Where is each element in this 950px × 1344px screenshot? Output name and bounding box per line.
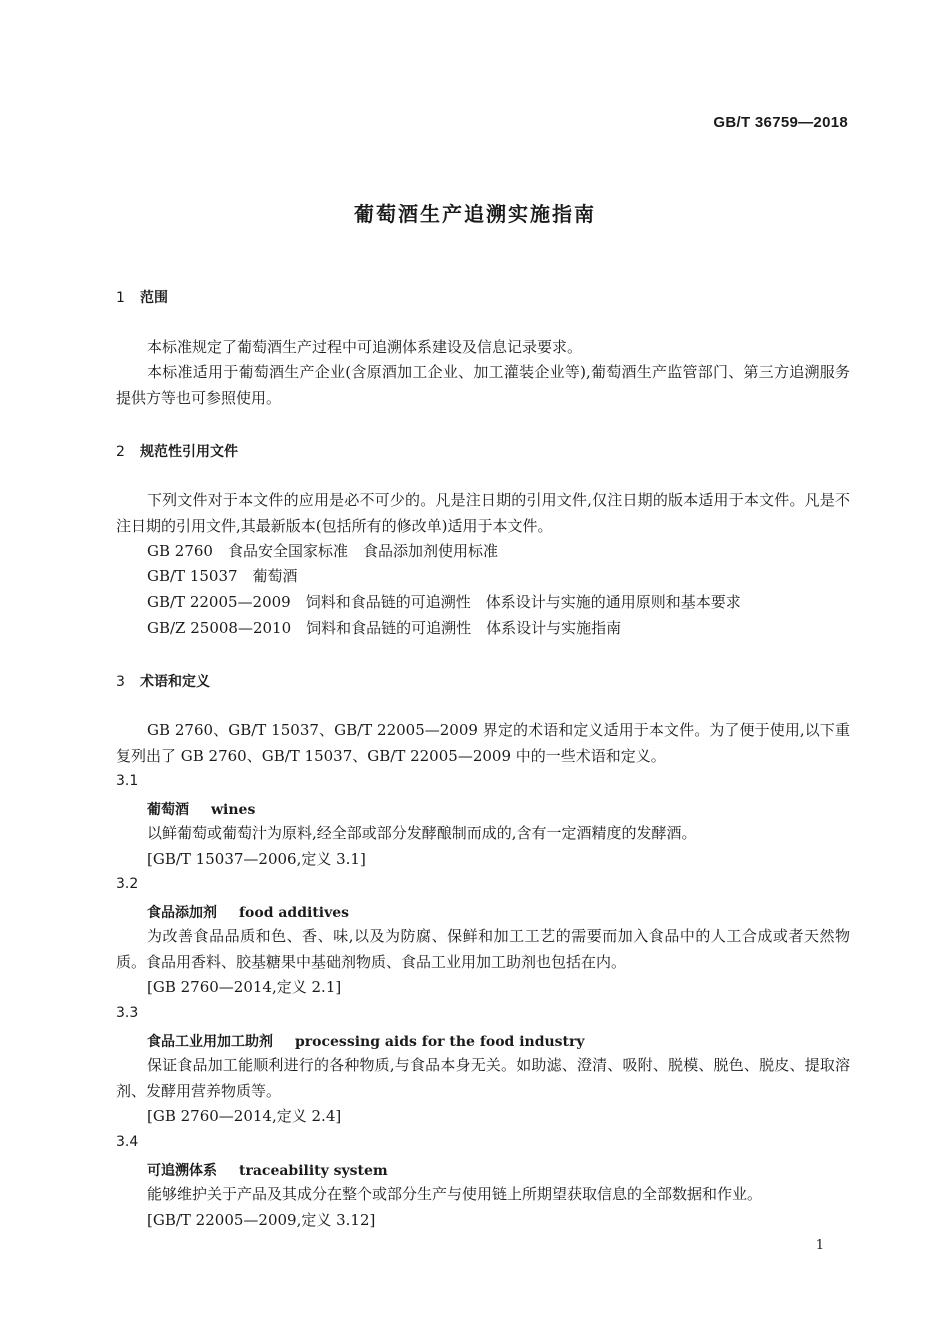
term-en: food additives (239, 905, 350, 921)
term-definition: 能够维护关于产品及其成分在整个或部分生产与使用链上所期望获取信息的全部数据和作业。 (147, 1185, 763, 1203)
reference-item: GB/Z 25008—2010 饲料和食品链的可追溯性 体系设计与实施指南 (147, 619, 622, 637)
paragraph: 本标准规定了葡萄酒生产过程中可追溯体系建设及信息记录要求。 (147, 338, 583, 356)
standard-code: GB/T 36759—2018 (713, 114, 848, 131)
term-en: traceability system (239, 1163, 388, 1179)
term-en: processing aids for the food industry (295, 1034, 585, 1050)
paragraph: 下列文件对于本文件的应用是必不可少的。凡是注日期的引用文件,仅注日期的版本适用于本文件。凡是不注日期的引用文件,其最新版本(包括所有的修改单)适用于本文件。 (116, 491, 850, 535)
term-definition: 保证食品加工能顺利进行的各种物质,与食品本身无关。如助滤、澄清、吸附、脱模、脱色、脱皮、提取溶剂、发酵用营养物质等。 (116, 1056, 850, 1100)
section-title: 规范性引用文件 (140, 444, 238, 460)
term-definition: 为改善食品品质和色、香、味,以及为防腐、保鲜和加工工艺的需要而加入食品中的人工合成或者天然物质。食品用香料、胶基糖果中基础剂物质、食品工业用加工助剂也包括在内。 (116, 927, 850, 971)
reference-item: GB 2760 食品安全国家标准 食品添加剂使用标准 (147, 542, 498, 560)
term-source: [GB 2760—2014,定义 2.4] (147, 1107, 342, 1125)
term-definition: 以鲜葡萄或葡萄汁为原料,经全部或部分发酵酿制而成的,含有一定酒精度的发酵酒。 (147, 824, 697, 842)
section-number: 3 (116, 674, 125, 690)
term-source: [GB 2760—2014,定义 2.1] (147, 978, 342, 996)
section-2-heading (116, 441, 238, 461)
document-title: 葡萄酒生产追溯实施指南 (354, 202, 596, 226)
section-number: 2 (116, 444, 125, 460)
term-heading (147, 902, 349, 922)
term-heading (147, 1160, 388, 1180)
reference-item: GB/T 22005—2009 饲料和食品链的可追溯性 体系设计与实施的通用原则和基本要求 (147, 593, 741, 611)
term-source: [GB/T 15037—2006,定义 3.1] (147, 850, 366, 868)
section-title: 术语和定义 (140, 674, 210, 690)
term-number: 3.3 (116, 1005, 139, 1021)
section-3-heading (116, 671, 210, 691)
term-en: wines (211, 802, 256, 818)
term-cn: 可追溯体系 (147, 1163, 217, 1179)
term-cn: 食品添加剂 (147, 905, 217, 921)
paragraph: GB 2760、GB/T 15037、GB/T 22005—2009 界定的术语和定义适用于本文件。为了便于使用,以下重复列出了 GB 2760、GB/T 15037、GB/T 22005—2009 中的一些术语和定义。 (116, 721, 850, 765)
term-number: 3.4 (116, 1134, 139, 1150)
page-number: 1 (815, 1238, 824, 1253)
term-source: [GB/T 22005—2009,定义 3.12] (147, 1211, 376, 1229)
reference-item: GB/T 15037 葡萄酒 (147, 567, 298, 585)
term-heading (147, 799, 255, 819)
section-title: 范围 (140, 290, 168, 306)
section-1-heading (116, 287, 168, 307)
term-cn: 葡萄酒 (147, 802, 189, 818)
term-heading (147, 1031, 585, 1051)
section-number: 1 (116, 290, 125, 306)
term-number: 3.2 (116, 876, 139, 892)
paragraph: 本标准适用于葡萄酒生产企业(含原酒加工企业、加工灌装企业等),葡萄酒生产监管部门、第三方追溯服务提供方等也可参照使用。 (116, 363, 850, 407)
term-cn: 食品工业用加工助剂 (147, 1034, 273, 1050)
term-number: 3.1 (116, 773, 139, 789)
